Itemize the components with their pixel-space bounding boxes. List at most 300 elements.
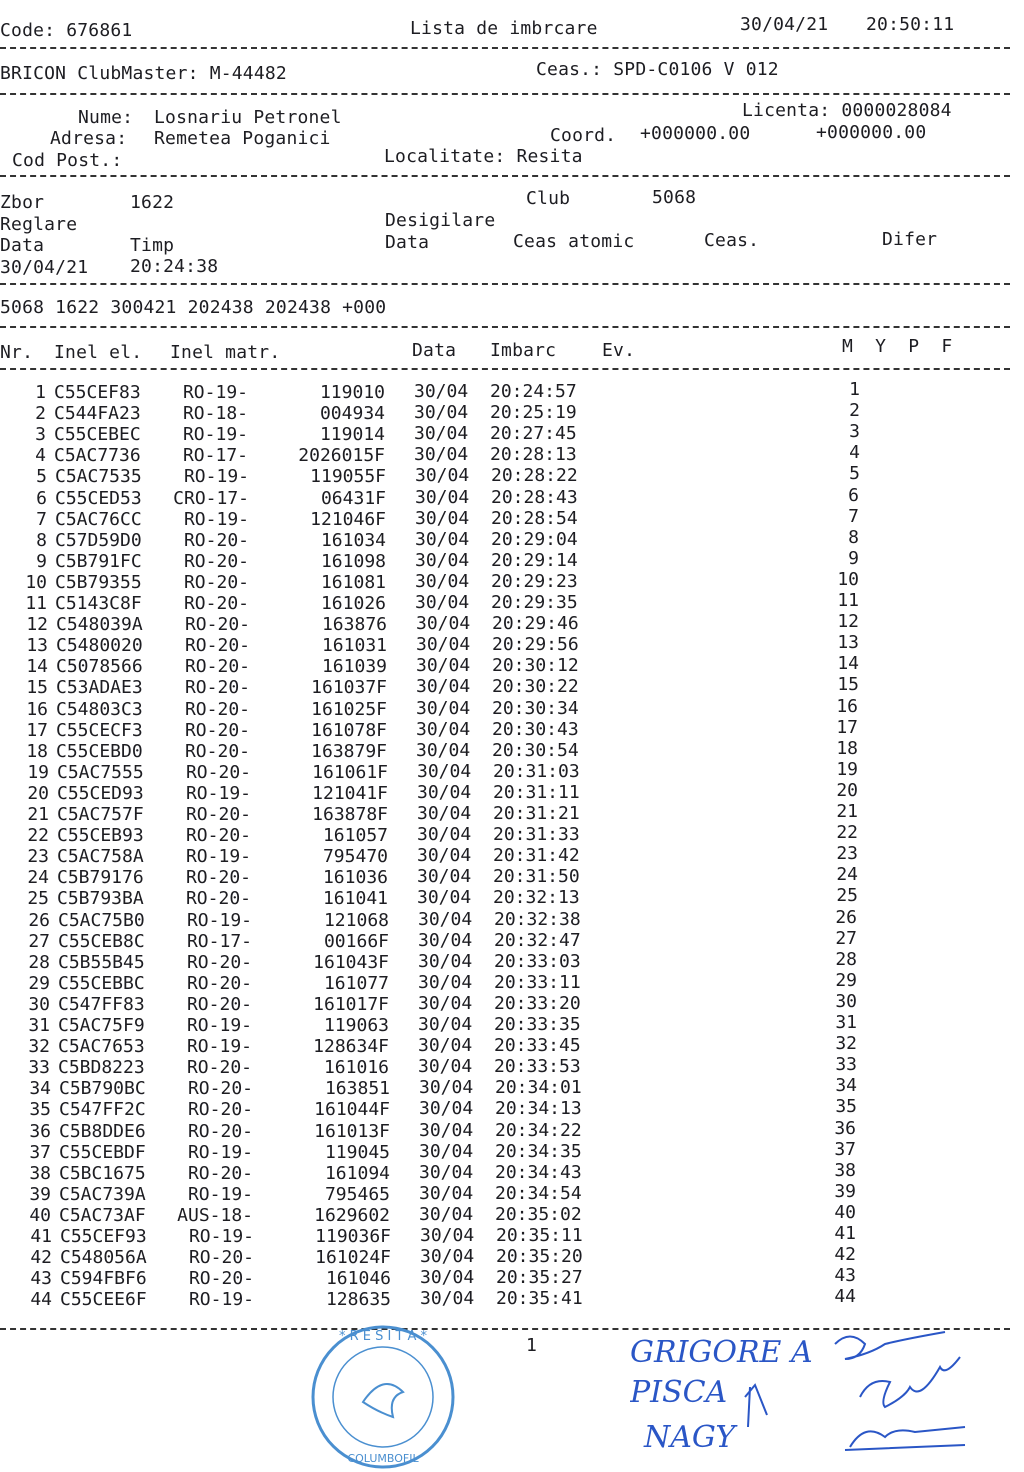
cell-nr: 23 [27, 846, 49, 867]
cell-num: 161034 [320, 530, 386, 551]
cell-el: C5AC75B0 [58, 910, 145, 931]
cell-nr: 22 [27, 825, 49, 846]
cell-nr: 24 [27, 867, 49, 888]
cell-date: 30/04 [415, 465, 470, 486]
cell-nr: 30 [28, 994, 50, 1015]
cell-el: C5B55B45 [58, 952, 145, 973]
cell-nr: 27 [28, 931, 50, 952]
cell-time: 20:35:27 [496, 1267, 583, 1288]
cell-num: 128635 [325, 1289, 391, 1310]
reglare-date: 30/04/21 [0, 257, 89, 278]
cell-pre: RO-19- [188, 1289, 254, 1310]
cell-m: 7 [848, 506, 859, 527]
cell-m: 5 [849, 463, 860, 484]
cell-pre: RO-20- [184, 677, 250, 698]
cell-m: 38 [834, 1160, 856, 1181]
clock-id: Ceas.: SPD-C0106 V 012 [536, 59, 779, 80]
cell-time: 20:34:01 [495, 1077, 582, 1098]
cell-num: 161016 [323, 1057, 389, 1078]
cell-pre: RO-20- [184, 656, 250, 677]
cell-nr: 41 [30, 1226, 52, 1247]
ceas-atomic-label: Ceas atomic [513, 231, 635, 252]
cell-nr: 39 [29, 1184, 51, 1205]
cell-num: 163851 [324, 1078, 390, 1099]
cell-nr: 34 [29, 1078, 51, 1099]
cell-m: 10 [837, 569, 859, 590]
divider [0, 47, 1010, 49]
cell-nr: 8 [36, 530, 47, 551]
cell-date: 30/04 [414, 444, 469, 465]
cell-pre: RO-20- [186, 973, 252, 994]
cell-m: 22 [836, 822, 858, 843]
cell-num: 161078F [311, 720, 387, 741]
zbor-label: Zbor [0, 192, 45, 213]
cell-time: 20:31:42 [493, 845, 580, 866]
cell-num: 161026 [320, 593, 386, 614]
cell-date: 30/04 [416, 698, 471, 719]
cell-m: 28 [835, 949, 857, 970]
cell-el: C55CEB8C [58, 931, 145, 952]
col-imbarc: Imbarc [490, 340, 557, 361]
cell-nr: 38 [29, 1163, 51, 1184]
cell-el: C544FA23 [54, 403, 141, 424]
ceas-label: Ceas. [704, 230, 760, 251]
cell-pre: CRO-17- [173, 488, 249, 509]
cell-time: 20:33:35 [494, 1014, 581, 1035]
cell-date: 30/04 [416, 676, 471, 697]
cell-pre: RO-20- [187, 1078, 253, 1099]
cell-el: C55CEBBC [58, 973, 145, 994]
cell-date: 30/04 [419, 1120, 474, 1141]
data-label: Data [0, 235, 45, 256]
page-number: 1 [526, 1335, 538, 1356]
cell-num: 161044F [314, 1099, 390, 1120]
cell-m: 23 [836, 843, 858, 864]
cell-num: 2026015F [298, 445, 385, 466]
cell-num: 161025F [311, 699, 387, 720]
club-master: BRICON ClubMaster: M-44482 [0, 63, 287, 84]
cell-pre: RO-20- [183, 551, 249, 572]
cell-pre: RO-20- [185, 867, 251, 888]
cell-pre: RO-20- [184, 614, 250, 635]
cell-m: 21 [836, 801, 858, 822]
cell-num: 795470 [322, 846, 388, 867]
cell-time: 20:35:02 [495, 1204, 582, 1225]
cell-num: 163876 [321, 614, 387, 635]
cell-m: 9 [848, 548, 859, 569]
cell-pre: RO-20- [185, 888, 251, 909]
cell-date: 30/04 [416, 719, 471, 740]
cell-m: 29 [835, 970, 857, 991]
cell-time: 20:35:41 [496, 1288, 583, 1309]
coord-label: Coord. [550, 125, 617, 146]
cell-nr: 5 [36, 466, 47, 487]
cell-nr: 9 [36, 551, 47, 572]
cell-m: 32 [835, 1033, 857, 1054]
cell-m: 20 [836, 780, 858, 801]
cell-time: 20:34:54 [495, 1183, 582, 1204]
svg-text:GRIGORE A: GRIGORE A [630, 1335, 813, 1370]
cell-time: 20:31:11 [493, 782, 580, 803]
cell-nr: 43 [30, 1268, 52, 1289]
owner-address: Remetea Poganici [154, 128, 331, 149]
col-data: Data [412, 340, 457, 361]
cell-num: 163879F [311, 741, 387, 762]
cell-pre: RO-19- [186, 910, 252, 931]
cell-nr: 21 [27, 804, 49, 825]
cell-pre: RO-19- [185, 846, 251, 867]
cell-nr: 31 [28, 1015, 50, 1036]
cell-date: 30/04 [417, 824, 472, 845]
cell-num: 1629602 [314, 1205, 390, 1226]
cell-m: 19 [836, 759, 858, 780]
address-label: Adresa: [50, 128, 128, 149]
cell-pre: RO-19- [186, 1015, 252, 1036]
col-ev: Ev. [602, 340, 636, 361]
cell-el: C5BD8223 [58, 1057, 145, 1078]
cell-time: 20:24:57 [490, 381, 577, 402]
cell-time: 20:28:43 [491, 487, 578, 508]
cell-time: 20:29:23 [491, 571, 578, 592]
cell-nr: 26 [28, 910, 50, 931]
cell-time: 20:30:12 [492, 655, 579, 676]
cell-el: C548039A [56, 614, 143, 635]
cell-time: 20:31:50 [493, 866, 580, 887]
cell-num: 119014 [319, 424, 385, 445]
cell-date: 30/04 [416, 740, 471, 761]
cell-num: 161039 [321, 656, 387, 677]
cell-date: 30/04 [418, 1035, 473, 1056]
cell-nr: 11 [25, 593, 47, 614]
cell-num: 161024F [315, 1247, 391, 1268]
cell-date: 30/04 [420, 1225, 475, 1246]
cell-date: 30/04 [418, 1056, 473, 1077]
cell-m: 16 [836, 696, 858, 717]
cell-pre: RO-20- [187, 1121, 253, 1142]
cell-pre: RO-19- [186, 1036, 252, 1057]
cell-el: C5AC7555 [57, 762, 144, 783]
cell-pre: RO-20- [186, 1057, 252, 1078]
club-value: 5068 [652, 187, 697, 208]
cell-time: 20:33:53 [494, 1056, 581, 1077]
cell-time: 20:29:46 [492, 613, 579, 634]
cell-date: 30/04 [420, 1288, 475, 1309]
cell-pre: RO-20- [184, 720, 250, 741]
cell-el: C548056A [60, 1247, 147, 1268]
cell-num: 161094 [324, 1163, 390, 1184]
cell-m: 2 [849, 400, 860, 421]
cell-el: C5AC73AF [59, 1205, 146, 1226]
cell-time: 20:25:19 [490, 402, 577, 423]
cell-nr: 12 [26, 614, 48, 635]
cell-num: 00166F [323, 931, 389, 952]
club-label: Club [526, 188, 571, 209]
cell-num: 128634F [313, 1036, 389, 1057]
cell-nr: 37 [29, 1142, 51, 1163]
cell-pre: RO-19- [185, 783, 251, 804]
cell-m: 37 [834, 1139, 856, 1160]
cell-date: 30/04 [416, 613, 471, 634]
flight-summary: 5068 1622 300421 202438 202438 +000 [0, 297, 387, 318]
cell-num: 161077 [323, 973, 389, 994]
cell-time: 20:29:35 [491, 592, 578, 613]
difer-label: Difer [882, 229, 938, 250]
cell-time: 20:32:47 [494, 930, 581, 951]
cell-time: 20:35:11 [496, 1225, 583, 1246]
cell-m: 26 [835, 907, 857, 928]
cell-num: 161098 [320, 551, 386, 572]
cell-el: C5B790BC [59, 1078, 146, 1099]
cell-pre: RO-19- [187, 1184, 253, 1205]
cell-pre: RO-20- [183, 530, 249, 551]
cell-el: C55CECF3 [56, 720, 143, 741]
cell-date: 30/04 [418, 972, 473, 993]
cell-date: 30/04 [417, 782, 472, 803]
cell-time: 20:32:38 [494, 909, 581, 930]
cell-date: 30/04 [416, 655, 471, 676]
cell-num: 795465 [324, 1184, 390, 1205]
cell-num: 161031 [321, 635, 387, 656]
cell-m: 14 [837, 653, 859, 674]
cell-date: 30/04 [418, 1014, 473, 1035]
cell-pre: RO-20- [184, 741, 250, 762]
cell-m: 44 [834, 1286, 856, 1307]
cell-time: 20:31:03 [493, 761, 580, 782]
document-code: Code: 676861 [0, 20, 133, 41]
cell-pre: RO-18- [182, 403, 248, 424]
cell-el: C547FF2C [59, 1099, 146, 1120]
cell-time: 20:28:22 [491, 465, 578, 486]
cell-pre: RO-19- [182, 382, 248, 403]
cell-num: 119010 [319, 382, 385, 403]
cell-date: 30/04 [417, 866, 472, 887]
cell-m: 4 [849, 442, 860, 463]
col-inel-matr: Inel matr. [170, 342, 281, 363]
cell-pre: RO-20- [187, 1099, 253, 1120]
cell-pre: RO-19- [187, 1142, 253, 1163]
cell-date: 30/04 [417, 761, 472, 782]
club-stamp [308, 1322, 458, 1472]
col-mypf: M Y P F [842, 336, 953, 357]
cell-num: 119055F [310, 466, 386, 487]
cell-num: 161043F [313, 952, 389, 973]
cell-pre: RO-20- [183, 593, 249, 614]
cell-m: 3 [849, 421, 860, 442]
cell-num: 161036 [322, 867, 388, 888]
cell-el: C5B8DDE6 [59, 1121, 146, 1142]
cell-date: 30/04 [419, 1098, 474, 1119]
svg-text:NAGY: NAGY [644, 1420, 736, 1455]
cell-date: 30/04 [419, 1183, 474, 1204]
cell-num: 004934 [319, 403, 385, 424]
svg-text:PISCA: PISCA [630, 1375, 728, 1410]
cell-nr: 19 [27, 762, 49, 783]
cell-time: 20:28:13 [490, 444, 577, 465]
cell-nr: 18 [26, 741, 48, 762]
cell-num: 163878F [312, 804, 388, 825]
cell-m: 17 [836, 717, 858, 738]
divider [0, 283, 1010, 285]
cell-m: 34 [835, 1075, 857, 1096]
cell-num: 161057 [322, 825, 388, 846]
cell-pre: RO-20- [185, 804, 251, 825]
cell-date: 30/04 [414, 402, 469, 423]
cell-nr: 17 [26, 720, 48, 741]
cell-date: 30/04 [418, 930, 473, 951]
cell-nr: 35 [29, 1099, 51, 1120]
cell-el: C55CEBDF [59, 1142, 146, 1163]
cell-date: 30/04 [415, 508, 470, 529]
cell-date: 30/04 [419, 1077, 474, 1098]
license: Licenta: 0000028084 [742, 100, 952, 121]
cell-el: C5480020 [56, 635, 143, 656]
cell-el: C5078566 [56, 656, 143, 677]
cell-time: 20:33:03 [494, 951, 581, 972]
cell-el: C5AC7535 [55, 466, 142, 487]
cell-num: 121041F [312, 783, 388, 804]
header-time: 20:50:11 [866, 14, 955, 35]
cell-pre: RO-20- [185, 825, 251, 846]
cell-num: 161046 [325, 1268, 391, 1289]
desigilare-label: Desigilare [385, 210, 496, 231]
cell-pre: RO-20- [183, 572, 249, 593]
document-title: Lista de imbrcare [410, 18, 598, 39]
cell-nr: 33 [28, 1057, 50, 1078]
cell-m: 8 [848, 527, 859, 548]
cell-pre: RO-20- [185, 762, 251, 783]
cell-nr: 1 [35, 382, 46, 403]
cell-pre: RO-17- [186, 931, 252, 952]
cell-pre: RO-17- [182, 445, 248, 466]
cell-time: 20:30:54 [492, 740, 579, 761]
cell-time: 20:34:43 [495, 1162, 582, 1183]
coord-1: +000000.00 [640, 123, 751, 144]
cell-time: 20:29:04 [491, 529, 578, 550]
cell-nr: 40 [29, 1205, 51, 1226]
cell-time: 20:34:35 [495, 1141, 582, 1162]
cell-date: 30/04 [420, 1267, 475, 1288]
cell-el: C55CEB93 [57, 825, 144, 846]
cell-time: 20:34:13 [495, 1098, 582, 1119]
name-label: Nume: [78, 107, 134, 128]
cell-el: C53ADAE3 [56, 677, 143, 698]
divider [0, 368, 1010, 370]
cell-nr: 15 [26, 677, 48, 698]
cell-date: 30/04 [418, 909, 473, 930]
cell-el: C5BC1675 [59, 1163, 146, 1184]
cell-pre: RO-19- [182, 424, 248, 445]
signatures [630, 1322, 1020, 1460]
cell-nr: 2 [35, 403, 46, 424]
cell-el: C55CEF83 [54, 382, 141, 403]
cell-time: 20:31:33 [493, 824, 580, 845]
cell-date: 30/04 [419, 1141, 474, 1162]
cell-el: C55CEBD0 [56, 741, 143, 762]
reglare-label: Reglare [0, 214, 78, 235]
svg-text:COLUMBOFIL: COLUMBOFIL [347, 1452, 419, 1465]
cell-num: 06431F [320, 488, 386, 509]
cell-m: 36 [834, 1118, 856, 1139]
cell-time: 20:30:34 [492, 698, 579, 719]
cell-el: C5B791FC [55, 551, 142, 572]
cell-el: C57D59D0 [55, 530, 142, 551]
cell-pre: RO-19- [188, 1226, 254, 1247]
cell-nr: 4 [35, 445, 46, 466]
cell-m: 24 [836, 864, 858, 885]
reglare-time: 20:24:38 [130, 256, 219, 277]
cell-el: C5AC76CC [55, 509, 142, 530]
cell-nr: 25 [27, 888, 49, 909]
cell-date: 30/04 [414, 423, 469, 444]
cell-date: 30/04 [419, 1162, 474, 1183]
cell-pre: RO-20- [184, 699, 250, 720]
cell-pre: RO-20- [186, 952, 252, 973]
cell-m: 31 [835, 1012, 857, 1033]
cell-el: C5AC75F9 [58, 1015, 145, 1036]
cell-pre: RO-19- [183, 509, 249, 530]
cell-time: 20:33:11 [494, 972, 581, 993]
cell-time: 20:34:22 [495, 1120, 582, 1141]
cell-nr: 36 [29, 1121, 51, 1142]
cell-m: 18 [836, 738, 858, 759]
cell-num: 121068 [323, 910, 389, 931]
zbor-value: 1622 [130, 192, 175, 213]
cell-nr: 7 [36, 509, 47, 530]
cell-m: 43 [834, 1265, 856, 1286]
cell-el: C54803C3 [56, 699, 143, 720]
divider [0, 93, 1010, 95]
cell-num: 119036F [315, 1226, 391, 1247]
cell-m: 27 [835, 928, 857, 949]
cell-date: 30/04 [414, 381, 469, 402]
cell-m: 40 [834, 1202, 856, 1223]
cell-el: C5B79355 [55, 572, 142, 593]
cell-num: 161017F [313, 994, 389, 1015]
cell-pre: RO-20- [188, 1247, 254, 1268]
cell-num: 161013F [314, 1121, 390, 1142]
cell-nr: 42 [30, 1247, 52, 1268]
cell-date: 30/04 [419, 1204, 474, 1225]
cell-time: 20:33:20 [494, 993, 581, 1014]
cell-nr: 14 [26, 656, 48, 677]
cell-date: 30/04 [415, 529, 470, 550]
postcode-label: Cod Post.: [12, 150, 123, 171]
cell-time: 20:29:14 [491, 550, 578, 571]
cell-el: C5AC7653 [58, 1036, 145, 1057]
cell-nr: 32 [28, 1036, 50, 1057]
cell-nr: 29 [28, 973, 50, 994]
cell-el: C5AC757F [57, 804, 144, 825]
cell-date: 30/04 [417, 803, 472, 824]
cell-el: C55CED53 [55, 488, 142, 509]
cell-date: 30/04 [416, 634, 471, 655]
cell-date: 30/04 [418, 951, 473, 972]
cell-pre: RO-20- [184, 635, 250, 656]
cell-m: 25 [836, 885, 858, 906]
cell-num: 119045 [324, 1142, 390, 1163]
cell-m: 42 [834, 1244, 856, 1265]
cell-nr: 6 [36, 488, 47, 509]
cell-m: 12 [837, 611, 859, 632]
cell-date: 30/04 [415, 592, 470, 613]
cell-nr: 20 [27, 783, 49, 804]
cell-m: 13 [837, 632, 859, 653]
cell-date: 30/04 [418, 993, 473, 1014]
timp-label: Timp [130, 235, 175, 256]
cell-time: 20:28:54 [491, 508, 578, 529]
cell-pre: AUS-18- [177, 1205, 253, 1226]
cell-date: 30/04 [415, 550, 470, 571]
